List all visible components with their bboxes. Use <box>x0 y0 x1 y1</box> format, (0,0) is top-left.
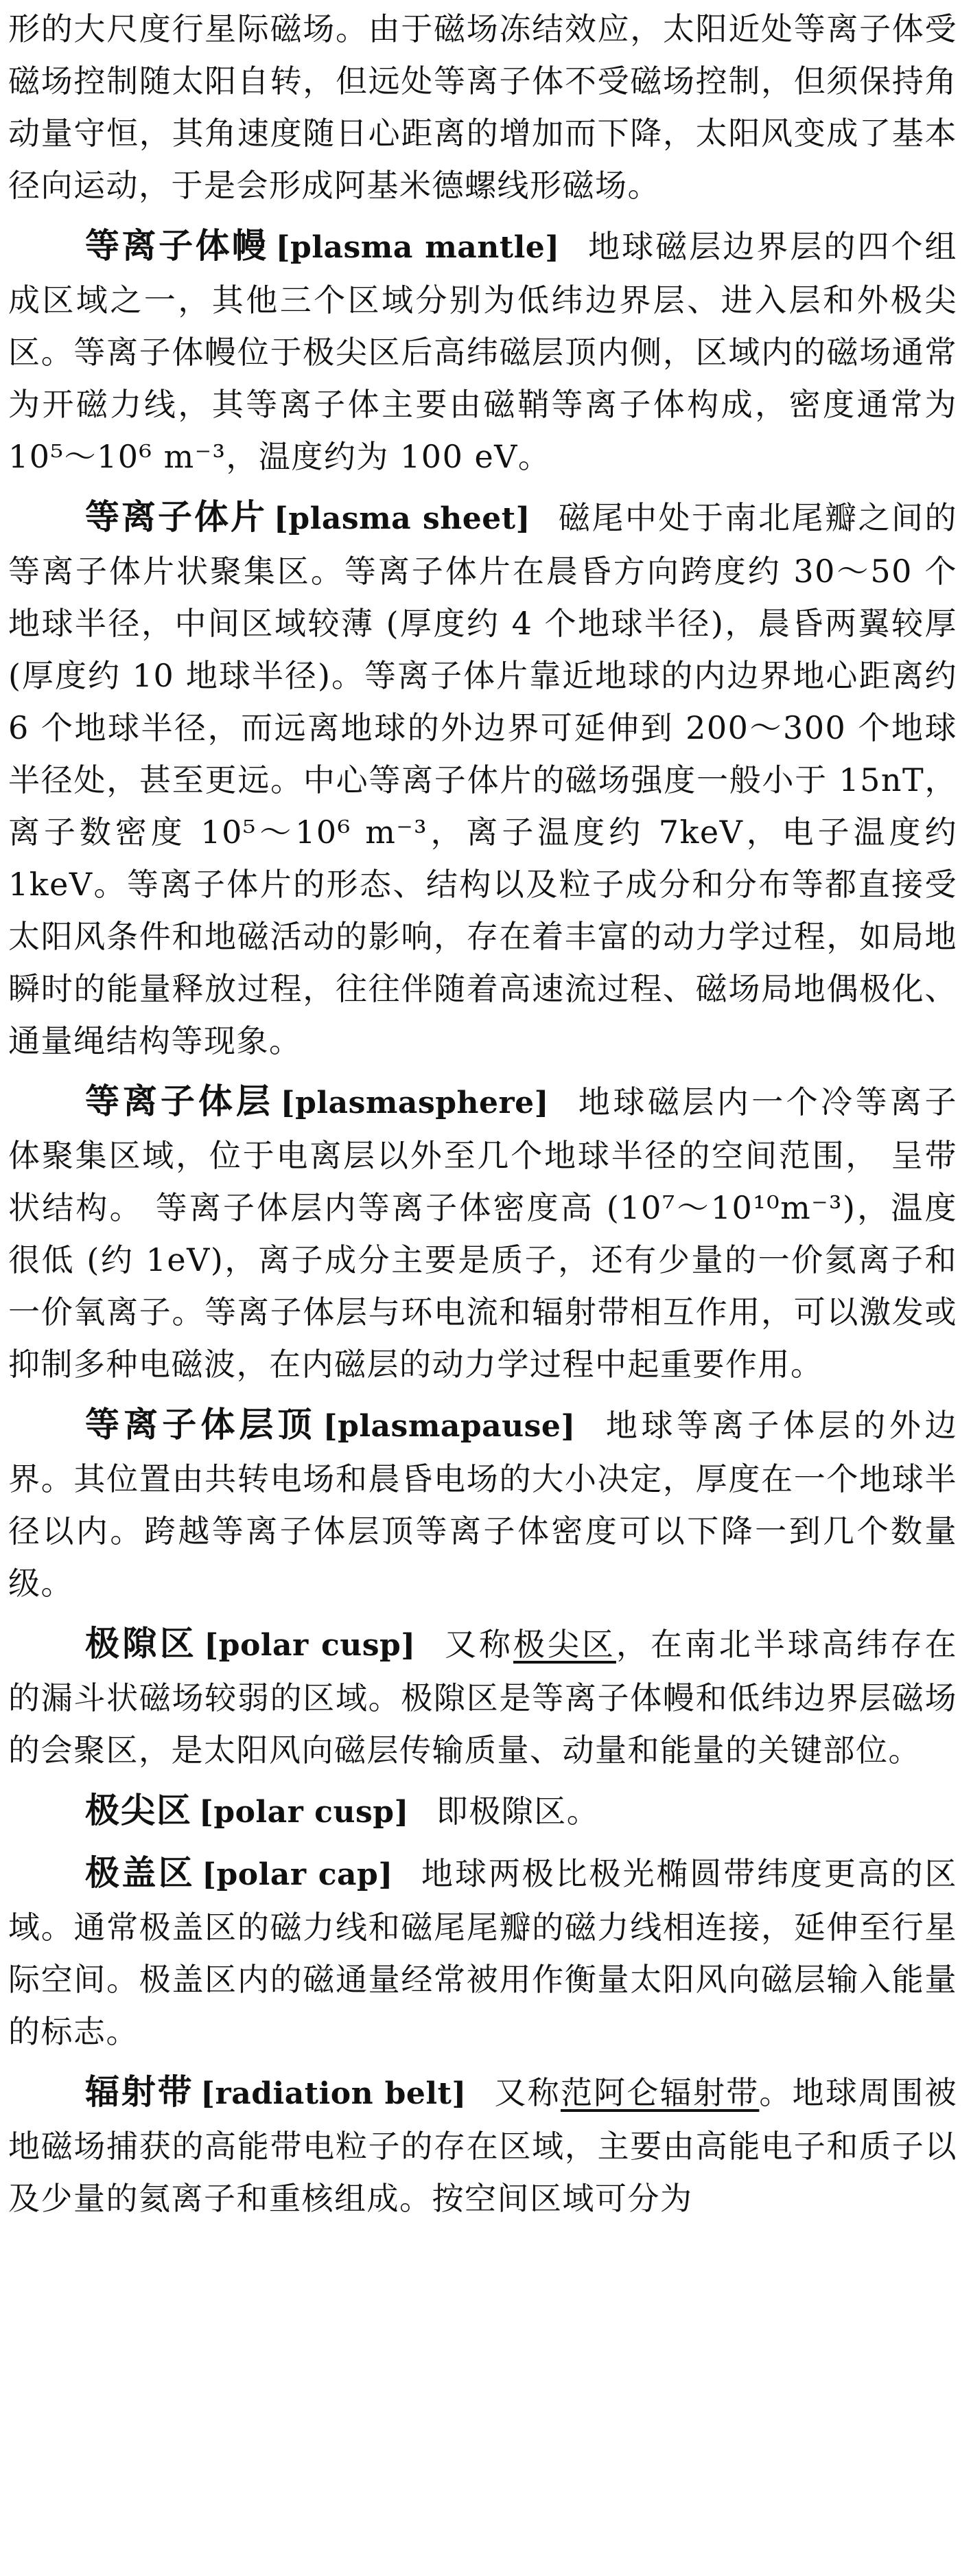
entry-plasma-sheet <box>8 491 957 1067</box>
entry-paragraph <box>8 1618 957 1776</box>
entry-english: [polar cusp] <box>199 1795 409 1830</box>
entry-body: 地球磁层内一个冷等离子体聚集区域，位于电离层以外至几个地球半径的空间范围， 呈带状结构。 等离子体层内等离子体密度高 (10⁷～10¹⁰m⁻³)，温度很低 (约 1eV)，离子成分主要是质子，还有少量的一价氦离子和一价氧离子。等离子体层与环电流和辐射带相互作用，可以激发或抑制多种电磁波，在内磁层的动力学过程中起重要作用。 <box>8 1083 958 1383</box>
entry-english: [plasma sheet] <box>274 501 530 536</box>
entry-body: 磁尾中处于南北尾瓣之间的等离子体片状聚集区。等离子体片在晨昏方向跨度约 30～50 个地球半径，中间区域较薄 (厚度约 4 个地球半径)，晨昏两翼较厚 (厚度约 10 地球半径)。等离子体片靠近地球的内边界地心距离约 6 个地球半径，而远离地球的外边界可延伸到 200～300 个地球半径处，甚至更远。中心等离子体片的磁场强度一般小于 15nT，离子数密度 10⁵～10⁶ m⁻³，离子温度约 7keV，电子温度约 1keV。等离子体片的形态、结构以及粒子成分和分布等都直接受太阳风条件和地磁活动的影响，存在着丰富的动力学过程，如局地瞬时的能量释放过程，往往伴随着高速流过程、磁场局地偶极化、通量绳结构等现象。 <box>8 499 958 1059</box>
entry-body-suffix: 。地球周围被地磁场捕获的高能带电粒子的存在区域，主要由高能电子和质子以及少量的氦离子和重核组成。按空间区域可分为 <box>8 2074 958 2217</box>
entry-body-suffix: ，在南北半球高纬存在的漏斗状磁场较弱的区域。极隙区是等离子体幔和低纬边界层磁场的会聚区，是太阳风向磁层传输质量、动量和能量的关键部位。 <box>8 1626 958 1769</box>
entry-paragraph <box>8 1399 957 1609</box>
entry-paragraph <box>8 2066 957 2224</box>
entry-paragraph <box>8 220 957 483</box>
entry-polar-cusp <box>8 1618 957 1776</box>
entry-english: [polar cap] <box>202 1857 393 1892</box>
entry-term: 等离子体层顶 <box>85 1405 316 1445</box>
entry-term: 辐射带 <box>85 2072 194 2112</box>
entry-body: 地球等离子体层的外边界。其位置由共转电场和晨昏电场的大小决定，厚度在一个地球半径以内。跨越等离子体层顶等离子体密度可以下降一到几个数量级。 <box>8 1407 957 1602</box>
entry-term: 等离子体层 <box>85 1081 274 1121</box>
entry-body: 即极隙区。 <box>436 1793 600 1830</box>
entry-polar-cap <box>8 1847 957 2058</box>
entry-english: [plasma mantle] <box>275 230 560 265</box>
entry-plasma-mantle <box>8 220 957 483</box>
entry-body-prefix: 又称 <box>493 2074 561 2111</box>
entry-plasmapause <box>8 1399 957 1609</box>
entry-term: 极尖区 <box>85 1791 192 1830</box>
entry-term: 等离子体片 <box>85 497 268 537</box>
entry-term: 极隙区 <box>85 1624 198 1664</box>
entry-body: 地球两极比极光椭圆带纬度更高的区域。通常极盖区的磁力线和磁尾尾瓣的磁力线相连接，延伸至行星际空间。极盖区内的磁通量经常被用作衡量太阳风向磁层输入能量的标志。 <box>8 1855 958 2050</box>
intro-paragraph: 形的大尺度行星际磁场。由于磁场冻结效应，太阳近处等离子体受磁场控制随太阳自转，但远处等离子体不受磁场控制，但须保持角动量守恒，其角速度随日心距离的增加而下降，太阳风变成了基本径向运动，于是会形成阿基米德螺线形磁场。 <box>8 10 957 204</box>
entry-english: [radiation belt] <box>200 2076 467 2111</box>
cross-reference-link[interactable]: 范阿仑辐射带 <box>560 2074 760 2111</box>
entry-body-prefix: 又称 <box>443 1626 514 1663</box>
entry-english: [plasmapause] <box>323 1409 576 1444</box>
cross-reference-link[interactable]: 极尖区 <box>513 1626 616 1663</box>
entry-term: 等离子体幔 <box>85 226 269 266</box>
entry-body: 地球磁层边界层的四个组成区域之一，其他三个区域分别为低纬边界层、进入层和外极尖区。等离子体幔位于极尖区后高纬磁层顶内侧，区域内的磁场通常为开磁力线，其等离子体主要由磁鞘等离子体构成，密度通常为 10⁵～10⁶ m⁻³，温度约为 100 eV。 <box>8 228 958 475</box>
entry-term: 极盖区 <box>85 1853 196 1893</box>
entry-radiation-belt <box>8 2066 957 2224</box>
entry-paragraph <box>8 491 957 1067</box>
entry-plasmasphere <box>8 1075 957 1390</box>
entry-english: [polar cusp] <box>204 1628 416 1663</box>
entry-english: [plasmasphere] <box>280 1085 549 1120</box>
entry-polar-cusp-alt <box>8 1784 957 1839</box>
entry-paragraph <box>8 1847 957 2058</box>
entry-paragraph <box>8 1784 957 1839</box>
entry-paragraph <box>8 1075 957 1390</box>
